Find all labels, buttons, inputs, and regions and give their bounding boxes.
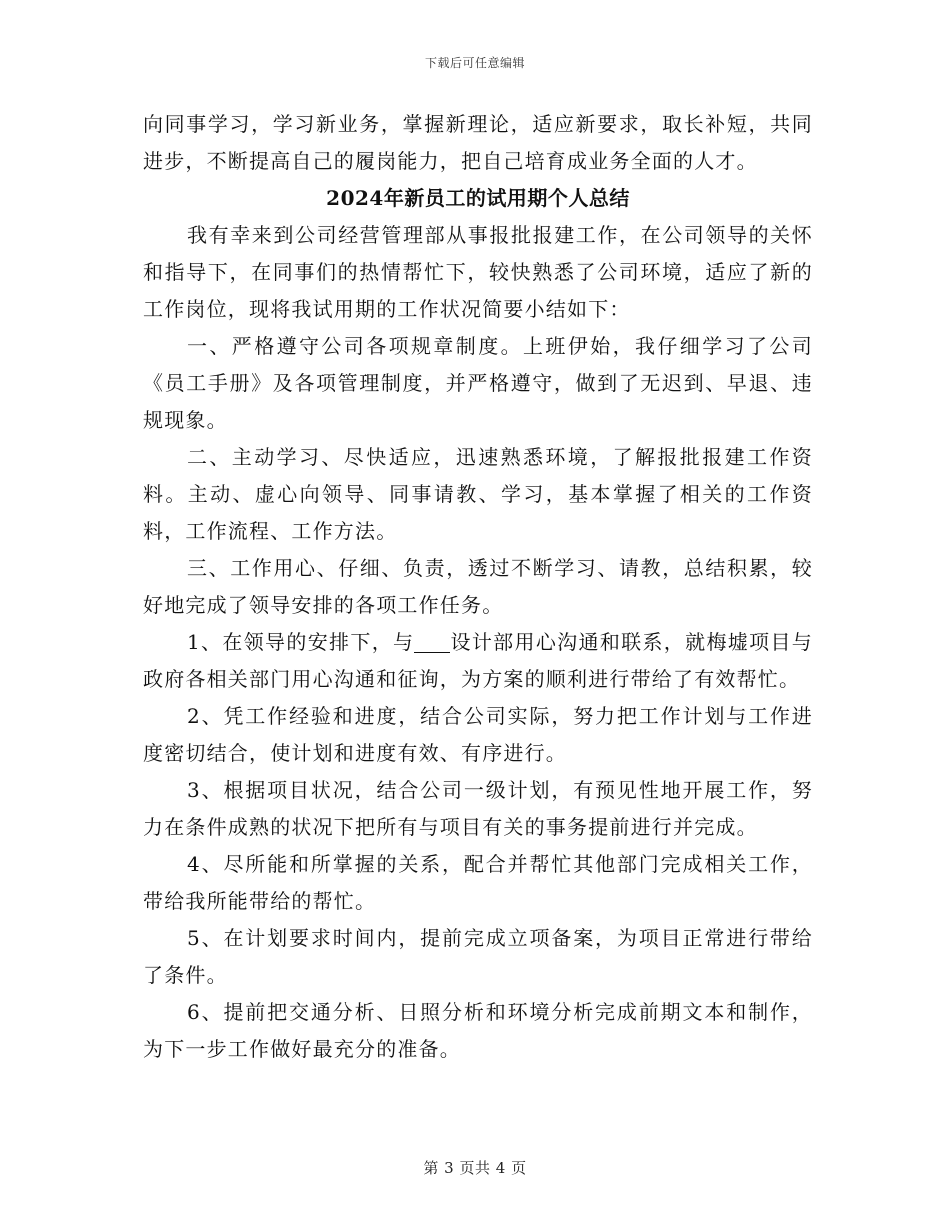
item-1-text-start: 1、在领导的安排下，与 — [187, 630, 415, 654]
section-1-paragraph: 一、严格遵守公司各项规章制度。上班伊始，我仔细学习了公司《员工手册》及各项管理制度，并严格遵守，做到了无迟到、早退、违规现象。 — [143, 334, 813, 432]
fill-in-blank — [414, 632, 450, 653]
carryover-paragraph: 向同事学习，学习新业务，掌握新理论，适应新要求，取长补短，共同进步，不断提高自己的履岗能力，把自己培育成业务全面的人才。 — [143, 112, 813, 173]
section-2-paragraph: 二、主动学习、尽快适应，迅速熟悉环境，了解报批报建工作资料。主动、虚心向领导、同事请教、学习，基本掌握了相关的工作资料，工作流程、工作方法。 — [143, 445, 813, 543]
item-2-paragraph: 2、凭工作经验和进度，结合公司实际，努力把工作计划与工作进度密切结合，使计划和进度有效、有序进行。 — [143, 704, 813, 765]
page-number: 第 3 页共 4 页 — [423, 1159, 527, 1177]
page-header: 下载后可任意编辑 — [424, 56, 525, 70]
item-1-paragraph — [143, 624, 813, 698]
intro-paragraph: 我有幸来到公司经营管理部从事报批报建工作，在公司领导的关怀和指导下，在同事们的热情帮忙下，较快熟悉了公司环境，适应了新的工作岗位，现将我试用期的工作状况简要小结如下： — [143, 223, 813, 321]
document-body — [143, 106, 813, 1068]
item-4-paragraph: 4、尽所能和所掌握的关系，配合并帮忙其他部门完成相关工作，带给我所能带给的帮忙。 — [143, 852, 813, 913]
section-3-paragraph: 三、工作用心、仔细、负责，透过不断学习、请教，总结积累，较好地完成了领导安排的各项工作任务。 — [143, 556, 813, 617]
item-3-paragraph: 3、根据项目状况，结合公司一级计划，有预见性地开展工作，努力在条件成熟的状况下把所有与项目有关的事务提前进行并完成。 — [143, 778, 813, 839]
item-6-paragraph: 6、提前把交通分析、日照分析和环境分析完成前期文本和制作，为下一步工作做好最充分的准备。 — [143, 1000, 813, 1061]
item-5-paragraph: 5、在计划要求时间内，提前完成立项备案，为项目正常进行带给了条件。 — [143, 926, 813, 987]
document-title: 2024年新员工的试用期个人总结 — [326, 186, 630, 210]
item-1-text-end: 设计部用心沟通和联系，就梅墟项目与政府各相关部门用心沟通和征询，为方案的顺利进行带给了有效帮忙。 — [143, 630, 813, 691]
